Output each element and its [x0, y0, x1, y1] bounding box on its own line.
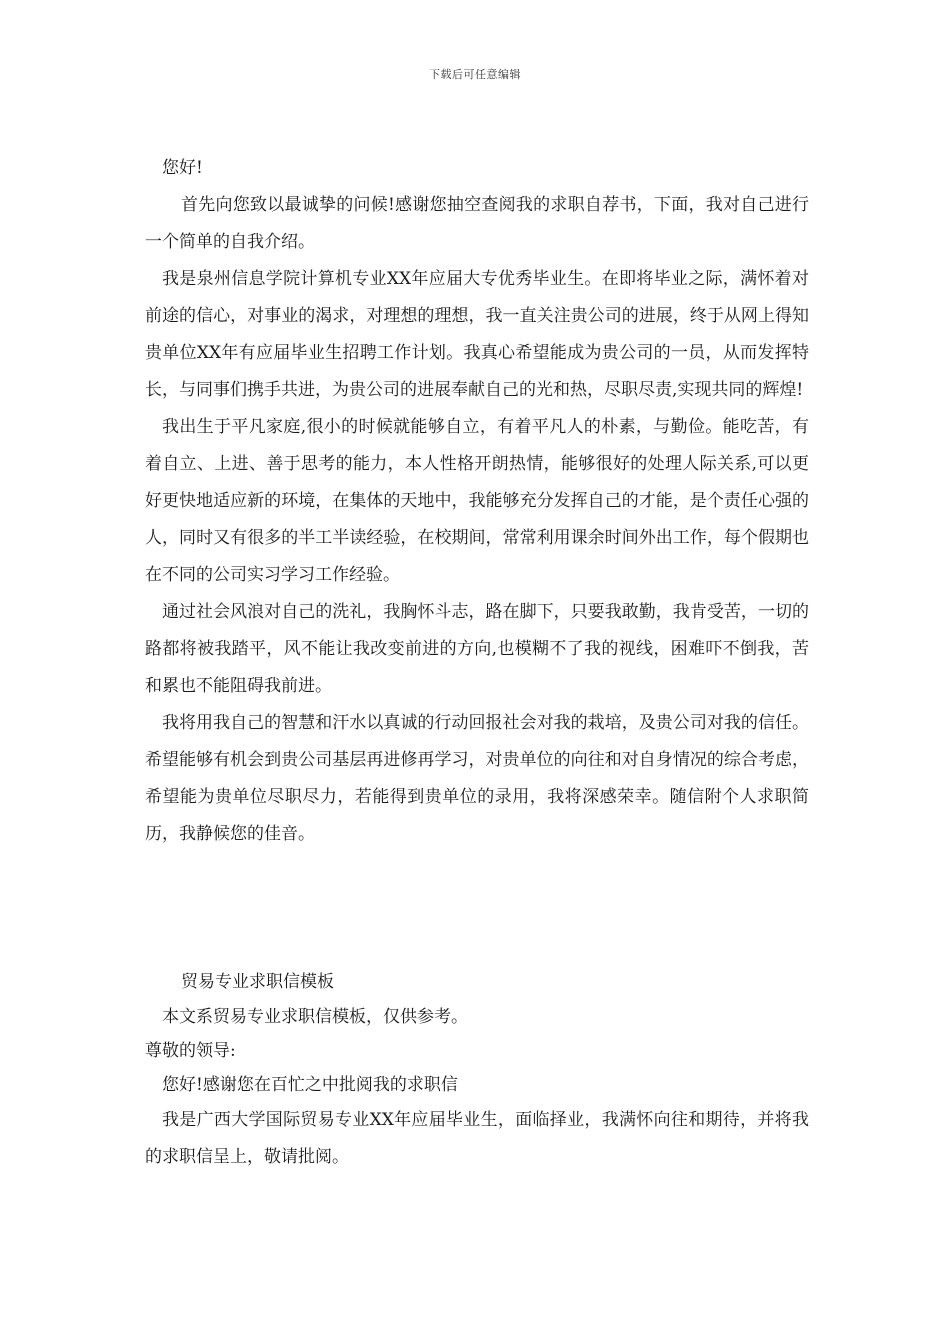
letter2-title: 贸易专业求职信模板 — [181, 972, 334, 992]
letter2-intro: 本文系贸易专业求职信模板，仅供参考。 — [162, 1007, 468, 1027]
letter1-paragraph-1: 首先向您致以最诚挚的问候!感谢您抽空查阅我的求职自荐书，下面，我对自己进行一个简单的自我介绍。 — [145, 195, 809, 252]
letter1-paragraph-2: 我是泉州信息学院计算机专业XX年应届大专优秀毕业生。在即将毕业之际，满怀着对前途的信心，对事业的渴求，对理想的理想，我一直关注贵公司的进展，终于从网上得知贵单位XX年有应届毕业生招聘工作计划。我真心希望能成为贵公司的一员，从而发挥特长，与同事们携手共进，为贵公司的进展奉献自己的光和热，尽职尽责,实现共同的辉煌! — [145, 269, 809, 400]
letter1-paragraph-3: 我出生于平凡家庭,很小的时候就能够自立，有着平凡人的朴素，与勤俭。能吃苦，有着自立、上进、善于思考的能力，本人性格开朗热情，能够很好的处理人际关系,可以更好更快地适应新的环境，在集体的天地中，我能够充分发挥自己的才能，是个责任心强的人，同时又有很多的半工半读经验，在校期间，常常利用课余时间外出工作，每个假期也在不同的公司实习学习工作经验。 — [145, 417, 809, 585]
letter2-salutation: 尊敬的领导: — [145, 1041, 236, 1061]
page-header-note: 下载后可任意编辑 — [429, 68, 521, 81]
section-spacer — [145, 853, 809, 965]
letter2-paragraph-1: 我是广西大学国际贸易专业XX年应届毕业生，面临择业，我满怀向往和期待，并将我的求职信呈上，敬请批阅。 — [145, 1110, 809, 1167]
letter1-paragraph-5: 我将用我自己的智慧和汗水以真诚的行动回报社会对我的栽培，及贵公司对我的信任。希望能够有机会到贵公司基层再进修再学习，对贵单位的向往和对自身情况的综合考虑，希望能为贵单位尽职尽力，若能得到贵单位的录用，我将深感荣幸。随信附个人求职简历，我静候您的佳音。 — [145, 713, 809, 844]
document-body — [145, 150, 809, 1176]
letter1-greeting: 您好! — [162, 158, 203, 178]
letter1-paragraph-4: 通过社会风浪对自己的洗礼，我胸怀斗志，路在脚下，只要我敢勤，我肯受苦，一切的路都将被我踏平，风不能让我改变前进的方向,也模糊不了我的视线，困难吓不倒我，苦和累也不能阻碍我前进。 — [145, 602, 809, 696]
letter2-greeting: 您好!感谢您在百忙之中批阅我的求职信 — [162, 1075, 458, 1095]
